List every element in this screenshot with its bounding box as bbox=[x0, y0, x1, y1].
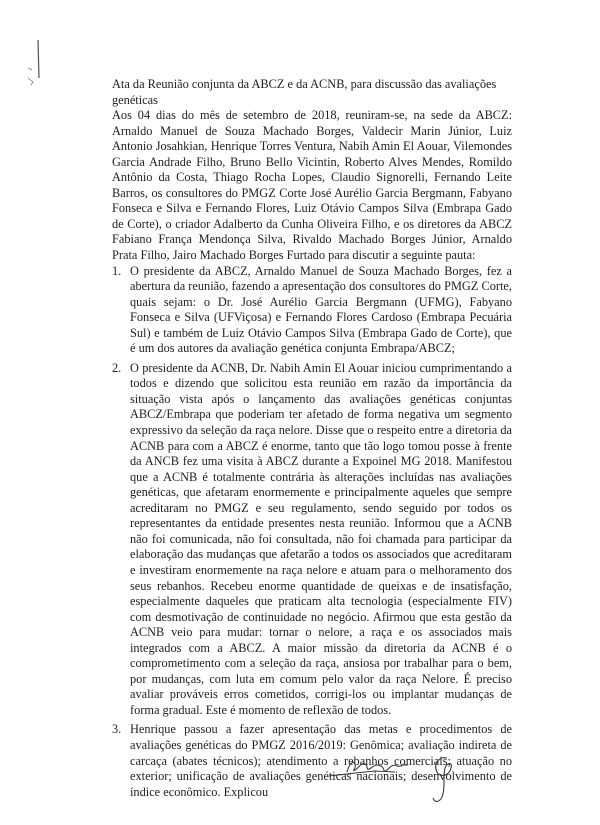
minutes-title: Ata da Reunião conjunta da ABCZ e da ACNB, para discussão das avaliações genéticas bbox=[112, 77, 497, 107]
agenda-list bbox=[112, 264, 512, 801]
agenda-item bbox=[112, 361, 512, 719]
agenda-item-number: 3. bbox=[112, 722, 122, 737]
agenda-item-number: 2. bbox=[112, 360, 122, 375]
agenda-item-text: Henrique passou a fazer apresentação das metas e procedimentos de avaliações genéticas do PMGZ 2016/2019: Genômica; avaliação indireta de carcaça (abates técnicos); atendimento a rebanhos comerciais; atuação no exterior; unificação de avaliações genéticas nacionais; desenvolvimento de índice econômico. Explicou bbox=[130, 722, 512, 799]
initials-signature bbox=[325, 752, 415, 782]
handwritten-signature bbox=[425, 750, 465, 810]
margin-pen-mark bbox=[22, 38, 52, 98]
meeting-minutes-text bbox=[112, 77, 512, 800]
agenda-item-text: O presidente da ABCZ, Arnaldo Manuel de Souza Machado Borges, fez a abertura da reunião, fazendo a apresentação dos consultores do PMGZ Corte, quais sejam: o Dr. José Aurélio Garcia Bergmann (UFMG), Fabyano Fonseca e Silva (UFViçosa) e Fernando Flores Cardoso (Embrapa Pecuária Sul) e também de Luiz Otávio Campos Silva (Embrapa Gado de Corte), que é um dos autores da avaliação genética conjunta Embrapa/ABCZ; bbox=[130, 263, 512, 356]
agenda-item-text: O presidente da ACNB, Dr. Nabih Amin El Aouar iniciou cumprimentando a todos e dizendo que solicitou esta reunião em razão da importância da situação vista após o lançamento das avaliações genéticas conjuntas ABCZ/Embrapa que poderiam ter afetado de forma negativa um segmento expressivo da seleção da raça nelore. Disse que o respeito entre a diretoria da ACNB para com a ABCZ é enorme, tanto que tão logo tomou posse à frente da ANCB fez uma visita à ABCZ durante a Expoinel MG 2018. Manifestou que a ACNB é totalmente contrária às alterações incluídas nas avaliações genéticas, que afetaram enormemente e principalmente aqueles que sempre acreditaram no PMGZ e seu regulamento, sendo seguido por todos os representantes da entidade presentes nesta reunião. Informou que a ACNB não foi comunicada, não foi consultada, não foi chamada para participar da elaboração das mudanças que afetarão a todos os associados que acreditaram e investiram enormemente na raça nelore e atuam para o melhoramento dos seus rebanhos. Recebeu enorme quantidade de queixas e de insatisfação, especialmente daqueles que praticam alta tecnologia (especialmente FIV) com desmotivação de continuidade no negócio. Afirmou que esta gestão da ACNB veio para mudar: tornar o nelore, a raça e os associados mais integrados com a ABCZ. A maior missão da diretoria da ACNB é o comprometimento com a seleção da raça, ansiosa por trabalhar para o bem, por mudanças, com luta em comum pelo valor da raça Nelore. É preciso avaliar prováveis erros cometidos, corrigi-los ou implantar mudanças de forma gradual. Este é momento de reflexão de todos. bbox=[130, 360, 512, 717]
minutes-intro: Aos 04 dias do mês de setembro de 2018, reuniram-se, na sede da ABCZ: Arnaldo Manuel de Souza Machado Borges, Valdecir Marin Júnior, Luiz Antonio Josahkian, Henrique Torres Ventura, Nabih Amin El Aouar, Vilemondes Garcia Andrade Filho, Bruno Bello Vicintin, Roberto Alves Mendes, Romildo Antônio da Costa, Thiago Rocha Lopes, Claudio Signorelli, Fernando Leite Barros, os consultores do PMGZ Corte José Aurélio Garcia Bergmann, Fabyano Fonseca e Silva e Fernando Flores, Luiz Otávio Campos Silva (Embrapa Gado de Corte), o criador Adalberto da Cunha Oliveira Filho, e os diretores da ABCZ Fabiano França Mendonça Silva, Rivaldo Machado Borges Júnior, Arnaldo Prata Filho, Jairo Machado Borges Furtado para discutir a seguinte pauta: bbox=[112, 108, 512, 263]
agenda-item-number: 1. bbox=[112, 263, 122, 278]
agenda-item bbox=[112, 264, 512, 357]
